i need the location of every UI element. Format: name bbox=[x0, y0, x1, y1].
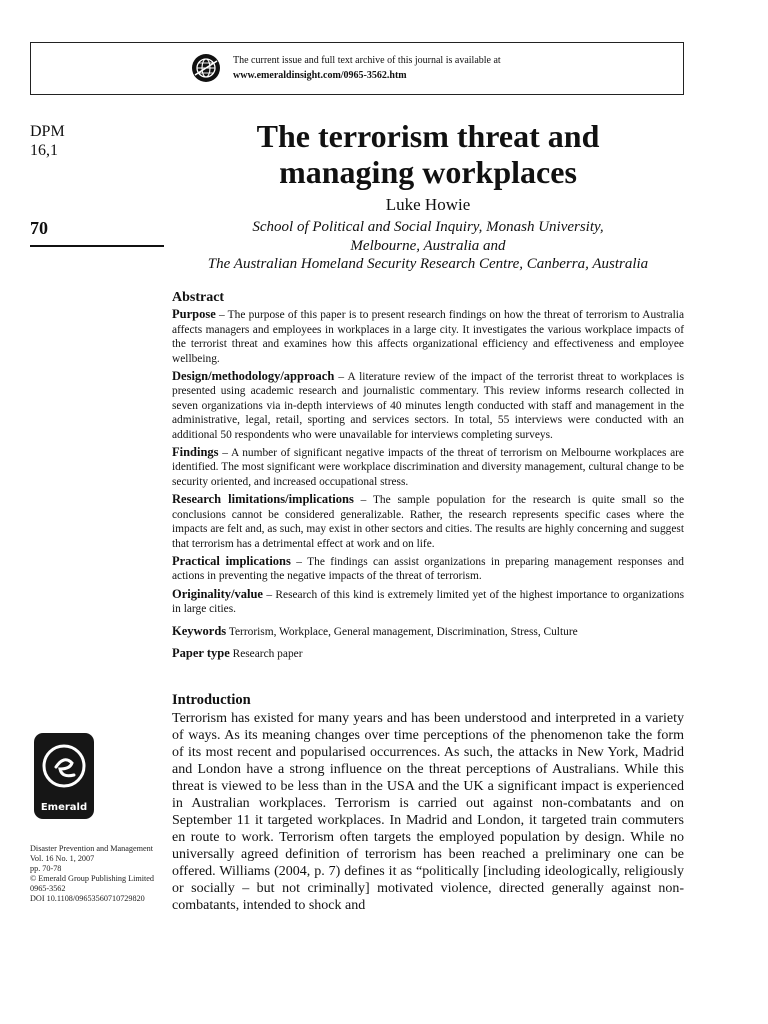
pubinfo-volume: Vol. 16 No. 1, 2007 bbox=[30, 854, 95, 863]
publication-info bbox=[30, 844, 170, 904]
abstract-text: – Research of this kind is extremely limited yet of the highest importance to organizations in large cities. bbox=[172, 588, 684, 616]
abstract-limitations bbox=[172, 492, 684, 551]
header-availability-line: The current issue and full text archive of this journal is available at bbox=[233, 55, 501, 66]
header-text bbox=[233, 53, 501, 83]
title-line-1: The terrorism threat and bbox=[256, 118, 600, 154]
page-number: 70 bbox=[30, 218, 48, 238]
abstract-text: – A number of significant negative impacts of the threat of terrorism on Melbourne workplaces are identified. The most significant were workplace discrimination and diversity management, cultural change to be security oriented, and increased occupational stress. bbox=[172, 447, 684, 488]
journal-abbrev: DPM bbox=[30, 123, 65, 140]
abstract-originality bbox=[172, 587, 684, 617]
emerald-logo-label: Emerald bbox=[40, 802, 88, 813]
abstract-text: – A literature review of the impact of the terrorist threat to workplaces is presented using academic research and journalistic commentary. This review informs research collected in seven organizations via in-depth interviews of 40 minutes length conducted with staff and management in the administrative, legal, retail, sporting and services sectors. In total, 55 interviews were conducted with an additional 50 respondents who were unavailable for interviews completing surveys. bbox=[172, 371, 684, 441]
paper-title bbox=[172, 118, 684, 190]
author-affiliation bbox=[172, 218, 684, 274]
journal-citation bbox=[30, 122, 65, 160]
globe-icon bbox=[191, 53, 221, 83]
abstract-label: Practical implications bbox=[172, 553, 291, 568]
page-number-rule bbox=[30, 245, 164, 247]
paper-type-label: Paper type bbox=[172, 645, 230, 660]
pubinfo-pages: pp. 70-78 bbox=[30, 864, 62, 873]
introduction-body: Terrorism has existed for many years and has been understood and interpreted in a variety of ways. As its meaning changes over time perceptions of the phenomenon take the form of its most recent and popularised occurrences. As such, the attacks in New York, Madrid and London have a strong influence on the threat perceptions of Australians. While this threat is viewed to be less than in the USA and the UK a significant impact is experienced in Australian workplaces. Terrorism is carried out against non-combatants and on September 11 it targeted workplaces. In Madrid and London, it targeted train commuters en route to work. Terrorism often targets the employed population by design. While no universally agreed definition of terrorism has been reached a preliminary one can be offered. Williams (2004, p. 7) defines it as “politically [including ideologically, religiously or socially – but not criminally] motivated violence, directed generally against non-combatants, intended to shock and bbox=[172, 711, 684, 913]
author-name: Luke Howie bbox=[385, 195, 471, 214]
abstract-purpose bbox=[172, 307, 684, 366]
abstract-design bbox=[172, 369, 684, 442]
abstract-practical bbox=[172, 554, 684, 584]
pubinfo-copyright: © Emerald Group Publishing Limited bbox=[30, 874, 155, 883]
abstract-heading: Abstract bbox=[172, 290, 225, 305]
keywords bbox=[172, 624, 684, 639]
pubinfo-doi: DOI 10.1108/09653560710729820 bbox=[30, 894, 145, 903]
abstract-label: Design/methodology/approach bbox=[172, 369, 335, 384]
abstract-label: Research limitations/implications bbox=[172, 492, 354, 507]
abstract-label: Findings bbox=[172, 445, 219, 460]
journal-header-box bbox=[30, 42, 684, 95]
introduction-heading: Introduction bbox=[172, 692, 251, 708]
keywords-label: Keywords bbox=[172, 623, 227, 638]
introduction-section bbox=[172, 692, 684, 914]
journal-volume: 16,1 bbox=[30, 142, 58, 159]
abstract-text: – The findings can assist organizations in preparing management responses and actions in preventing the negative impacts of the threat of terrorism. bbox=[172, 555, 684, 583]
affiliation-line-3: The Australian Homeland Security Research Centre, Canberra, Australia bbox=[207, 256, 649, 272]
abstract-text: – The sample population for the research is quite small so the conclusions cannot be considered generalizable. Rather, the research represents specific cases where the impacts are felt and, as such, may exist in other sectors and cities. The results are highly concerning and suggest that terrorism has a detrimental effect at work and on life. bbox=[172, 494, 684, 550]
keywords-text: Terrorism, Workplace, General management, Discrimination, Stress, Culture bbox=[226, 625, 578, 638]
abstract-text: – The purpose of this paper is to present research findings on how the threat of terrorism to Australia affects managers and employees in workplaces in a large city. It investigates the various workplace impacts of the terrorist threat and examines how this affects organizational efficiency and effectiveness and employee wellbeing. bbox=[172, 309, 684, 365]
affiliation-line-2: Melbourne, Australia and bbox=[350, 237, 506, 254]
pubinfo-issn: 0965-3562 bbox=[30, 884, 66, 893]
abstract-label: Purpose bbox=[172, 307, 216, 322]
pubinfo-journal: Disaster Prevention and Management bbox=[30, 844, 154, 853]
abstract bbox=[172, 291, 684, 664]
abstract-label: Originality/value bbox=[172, 586, 263, 601]
affiliation-line-1: School of Political and Social Inquiry, Monash University, bbox=[252, 219, 604, 235]
journal-url-link[interactable]: www.emeraldinsight.com/0965-3562.htm bbox=[233, 70, 407, 81]
paper-type-text: Research paper bbox=[229, 647, 303, 660]
emerald-logo bbox=[34, 733, 94, 819]
abstract-findings bbox=[172, 445, 684, 489]
title-line-2: managing workplaces bbox=[279, 154, 577, 190]
paper-type bbox=[172, 646, 684, 661]
